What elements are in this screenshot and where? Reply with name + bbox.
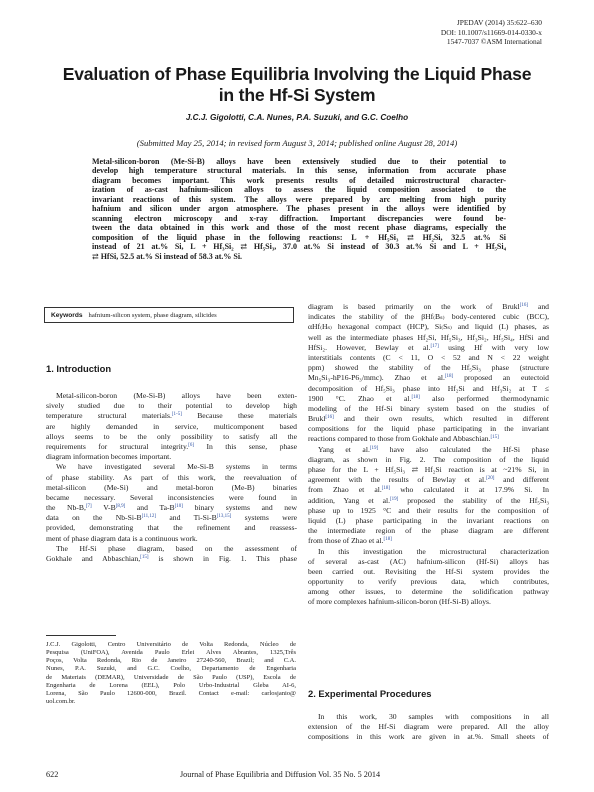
abstract-line: instead of 21 at.% Si, L + Hf₃Si₂ ⇄ Hf₅Si₃, 37.0 at.% Si instead of 30.3 at.% Si and L + Hf₅Si₄: [92, 242, 506, 252]
body-text-line: the intermediate region of the phase diagram are different: [308, 526, 549, 536]
body-text-line: Metal-silicon-boron (Me-Si-B) alloys have been exten-: [56, 391, 297, 400]
body-text-line: decomposition of Hf₅Si₃ phase into Hf₂Si and Hf₃Si₂ at T ≤: [308, 383, 549, 393]
body-text-line: The Hf-Si phase diagram, based on the assessment of: [56, 543, 297, 553]
body-text-line: compositions in this work are given in at.%. Small sheets of: [308, 732, 549, 742]
page-number: 622: [46, 770, 59, 779]
footnote-divider: [46, 635, 116, 636]
abstract-line: composition of the liquid phase in the following reactions: L + Hf₅Si₃ ⇄ Hf₂Si, 32.5 at.% Si: [92, 232, 506, 242]
body-text-line: of more complexes hafnium-silicon-boron (Hf-Si-B) alloys.: [308, 597, 491, 607]
citation-reference[interactable]: [11,12]: [141, 514, 157, 520]
right-column-body: [308, 302, 549, 608]
experimental-procedures-body: [308, 712, 549, 743]
footnote-line: Lorena, São Paulo 12600-000, Brazil. Contact e-mail: carlosjanio@: [46, 689, 296, 697]
body-text-line: agreement with the results of Bewlay et al.[20] and different: [308, 475, 549, 485]
body-text-line: diagram, as shown in Fig. 2. The composition of the liquid: [308, 454, 549, 464]
abstract-line: develop high temperature structural materials. In this sense, information from accurate phase: [92, 166, 506, 176]
body-text-line: phase up to 1925 °C and their results for the composition of: [308, 505, 549, 515]
abstract-line: ⇄ HfSi, 52.5 at.% Si instead of 58.3 at.% Si.: [92, 251, 243, 261]
experimental-procedures-heading: 2. Experimental Procedures: [308, 688, 432, 699]
body-text-line: compositions for the liquid phase participating in the invariant: [308, 424, 549, 434]
footnote-line: Nunes, P.A. Suzuki, and G.C. Coelho, Departamento de Engenharia: [46, 665, 296, 673]
body-text-line: reactions compared to those from Gokhale and Abbaschian.[15]: [308, 434, 499, 444]
journal-name: Journal of Phase Equilibria and Diffusion Vol. 35 No. 5 2014: [180, 770, 381, 779]
journal-meta: [441, 18, 542, 47]
body-text-line: been carried out. Revisiting the Hf-Si system provides the: [308, 566, 549, 576]
authors: J.C.J. Gigolotti, C.A. Nunes, P.A. Suzuki, and G.C. Coelho: [185, 113, 409, 122]
body-text-line: are highly demanded in service, multicomponent based: [46, 421, 297, 431]
body-text-line: 1900 °C. Zhao et al.[18] also performed thermodynamic: [308, 393, 549, 403]
body-text-line: We have investigated several Me-Si-B systems in terms: [56, 462, 297, 472]
body-text-line: liquid (L) phase participating in the invariant reactions on: [308, 515, 549, 525]
footnote-line: uol.com.br.: [46, 698, 76, 706]
abstract-line: Metal-silicon-boron (Me-Si-B) alloys have been extensively studied due to their potential to: [92, 157, 506, 166]
introduction-body: [46, 391, 297, 564]
abstract: [92, 157, 506, 261]
issn: 1547-7037 ©ASM International: [446, 37, 542, 47]
body-text-line: αHf₍Hₛ₎ hexagonal compact (HCP), Si₍Sₛ₎ and liquid (L) phases, as: [308, 322, 549, 332]
body-text-line: became necessary. Several inconsistencies were found in: [46, 492, 297, 502]
citation-reference[interactable]: [6]: [188, 442, 195, 448]
body-text-line: Brukl[16] and their own results, which resulted in different: [308, 414, 549, 424]
citation-reference[interactable]: [18]: [383, 537, 392, 543]
abstract-line: invariant reactions of this system. The alloys were prepared by arc melting from high purity: [92, 194, 506, 204]
citation-reference[interactable]: [1-5]: [171, 412, 182, 418]
body-text-line: diagram information becomes important.: [46, 452, 172, 462]
footnote-line: Engenharia de Lorena (EEL), Polo Urbo-Industrial Gleba AI-6,: [46, 681, 296, 689]
doi: DOI: 10.1007/s11669-014-0330-x: [440, 27, 542, 37]
citation-reference[interactable]: [15]: [490, 435, 499, 441]
citation-reference[interactable]: [13,15]: [216, 514, 232, 520]
body-text-line: among other issues, to determine the solidification pathway: [308, 587, 549, 597]
body-text-line: temperature structural materials.[1-5] Because these materials: [46, 411, 297, 421]
footnote-line: Pesquisa (UniFOA), Avenida Paulo Erlei Alves Abrantes, 1325,Três: [46, 649, 296, 657]
citation-reference[interactable]: [19]: [390, 496, 399, 502]
body-text-line: indicates the stability of the βHf₍Bₛ₎ body-centered cubic (BCC),: [308, 312, 549, 322]
citation-reference[interactable]: [17]: [430, 343, 439, 349]
citation-reference[interactable]: [10]: [174, 504, 183, 510]
body-text-line: Mn₅Si₃-hP16-P6₃/mmc). Zhao et al.[18] proposed an eutectoid: [308, 373, 549, 383]
citation-reference[interactable]: [7]: [85, 504, 92, 510]
body-text-line: modeling of the Hf-Si binary system based on the studies of: [308, 403, 549, 413]
citation-reference[interactable]: [20]: [486, 476, 495, 482]
body-text-line: data on the Nb-Si-B[11,12] and Ti-Si-B[13,15] systems were: [46, 513, 297, 523]
footnote-line: de Materiais (DEMAR), Universidade de São Paulo (USP), Escola de: [46, 673, 296, 681]
body-text-line: opportunity to verify previous data, which contributes,: [308, 577, 549, 587]
abstract-line: diagram becomes important. This work presents results of detailed microstructural character-: [92, 175, 506, 185]
submission-dates: (Submitted May 25, 2014; in revised form August 3, 2014; published online August 28, 2014): [136, 138, 458, 148]
body-text-line: ment of phase diagram data is a continuous work.: [46, 533, 198, 543]
body-text-line: requirements for structural integrity.[6] In this sense, phase: [46, 441, 297, 451]
body-text-line: Gokhale and Abbaschian,[15] is shown in Fig. 1. This phase: [46, 554, 297, 563]
body-text-line: Yang et al.[19] have also calculated the Hf-Si phase: [318, 444, 549, 454]
citation-reference[interactable]: [16]: [519, 303, 529, 308]
paper-title: [30, 64, 564, 106]
citation-reference[interactable]: [8,9]: [115, 504, 126, 510]
body-text-line: ppm) showed the stability of the Hf₅Si₃ phase (structure: [308, 363, 549, 373]
abstract-line: ization of as-cast hafnium-silicon alloys to assess the liquid composition associated to the: [92, 185, 506, 195]
body-text-line: diagram is based primarily on the work of Brukl[16] and: [308, 302, 549, 311]
body-text-line: the Nb-B,[7] V-B[8,9] and Ta-B[10] binary systems and new: [46, 503, 297, 513]
abstract-line: hafnium and silicon under argon atmosphere. The phases present in the alloys were identified by: [92, 204, 506, 214]
author-affiliations-footnote: [46, 641, 296, 706]
body-text-line: from Zhao et al.[18] who calculated it at 17.9% Si. In: [308, 485, 549, 495]
body-text-line: provided, demonstrating that the refinement and reassess-: [46, 523, 297, 533]
citation-reference[interactable]: [18]: [381, 486, 391, 492]
citation-reference[interactable]: [18]: [444, 374, 454, 380]
keywords-label: Keywords: [51, 312, 83, 319]
footnote-line: J.C.J. Gigolotti, Centro Universitário de Volta Redonda, Núcleo de: [46, 641, 296, 648]
journal-reference: JPEDAV (2014) 35:622–630: [456, 18, 542, 27]
introduction-heading: 1. Introduction: [46, 363, 112, 374]
title-line-2: in the Hf-Si System: [218, 85, 376, 105]
body-text-line: interstitials contents (C < 11, O < 52 and N < 22 weight: [308, 352, 549, 362]
footnote-line: Poços, Volta Redonda, Rio de Janeiro 27240-560, Brazil; and C.A.: [46, 657, 296, 665]
body-text-line: phase for the L + Hf₅Si₃ ⇄ Hf₂Si reaction is at ~21% Si, in: [308, 465, 549, 474]
body-text-line: In this work, 30 samples with compositions in all: [318, 712, 549, 721]
body-text-line: metal-silicon (Me-Si) and metal-boron (Me-B) binaries: [46, 482, 297, 492]
keywords-text: hafnium-silicon system, phase diagram, silicides: [88, 312, 217, 319]
keywords-box: [44, 307, 294, 323]
body-text-line: addition, Yang et al.[19] proposed the stability of the Hf₅Si₃: [308, 495, 549, 505]
abstract-line: scanning electron microscopy and x-ray diffraction. Important discrepancies were found be-: [92, 213, 506, 223]
body-text-line: from those of Zhao et al.[18]: [308, 536, 392, 546]
body-text-line: well as the intermediate phases Hf₂Si, Hf₅Si₃, Hf₃Si₂, Hf₅Si₄, HfSi and: [308, 332, 549, 342]
citation-reference[interactable]: [15]: [140, 555, 149, 560]
body-text-line: In this investigation the microstructural characterization: [318, 546, 549, 556]
body-text-line: sively studied due to their potential to develop high: [46, 401, 297, 411]
abstract-line: tween the data obtained in this work and those of the most recent phase diagrams, especially the: [92, 223, 506, 233]
citation-reference[interactable]: [19]: [369, 445, 379, 451]
citation-reference[interactable]: [16]: [325, 415, 334, 421]
citation-reference[interactable]: [18]: [411, 394, 420, 400]
body-text-line: of phase stability. As part of this work, the reevaluation of: [46, 472, 297, 482]
title-line-1: Evaluation of Phase Equilibria Involving the Liquid Phase: [62, 64, 532, 84]
body-text-line: of several as-cast (AC) hafnium-silicon (Hf-Si) alloys has: [308, 556, 549, 566]
body-text-line: alloys seems to be the only possibility to satisfy all the: [46, 431, 297, 441]
body-text-line: HfSi₂. However, Bewlay et al.[17] using Hf with very low: [308, 342, 549, 352]
body-text-line: extension of the Hf-Si diagram were prepared. All the alloy: [308, 722, 549, 732]
